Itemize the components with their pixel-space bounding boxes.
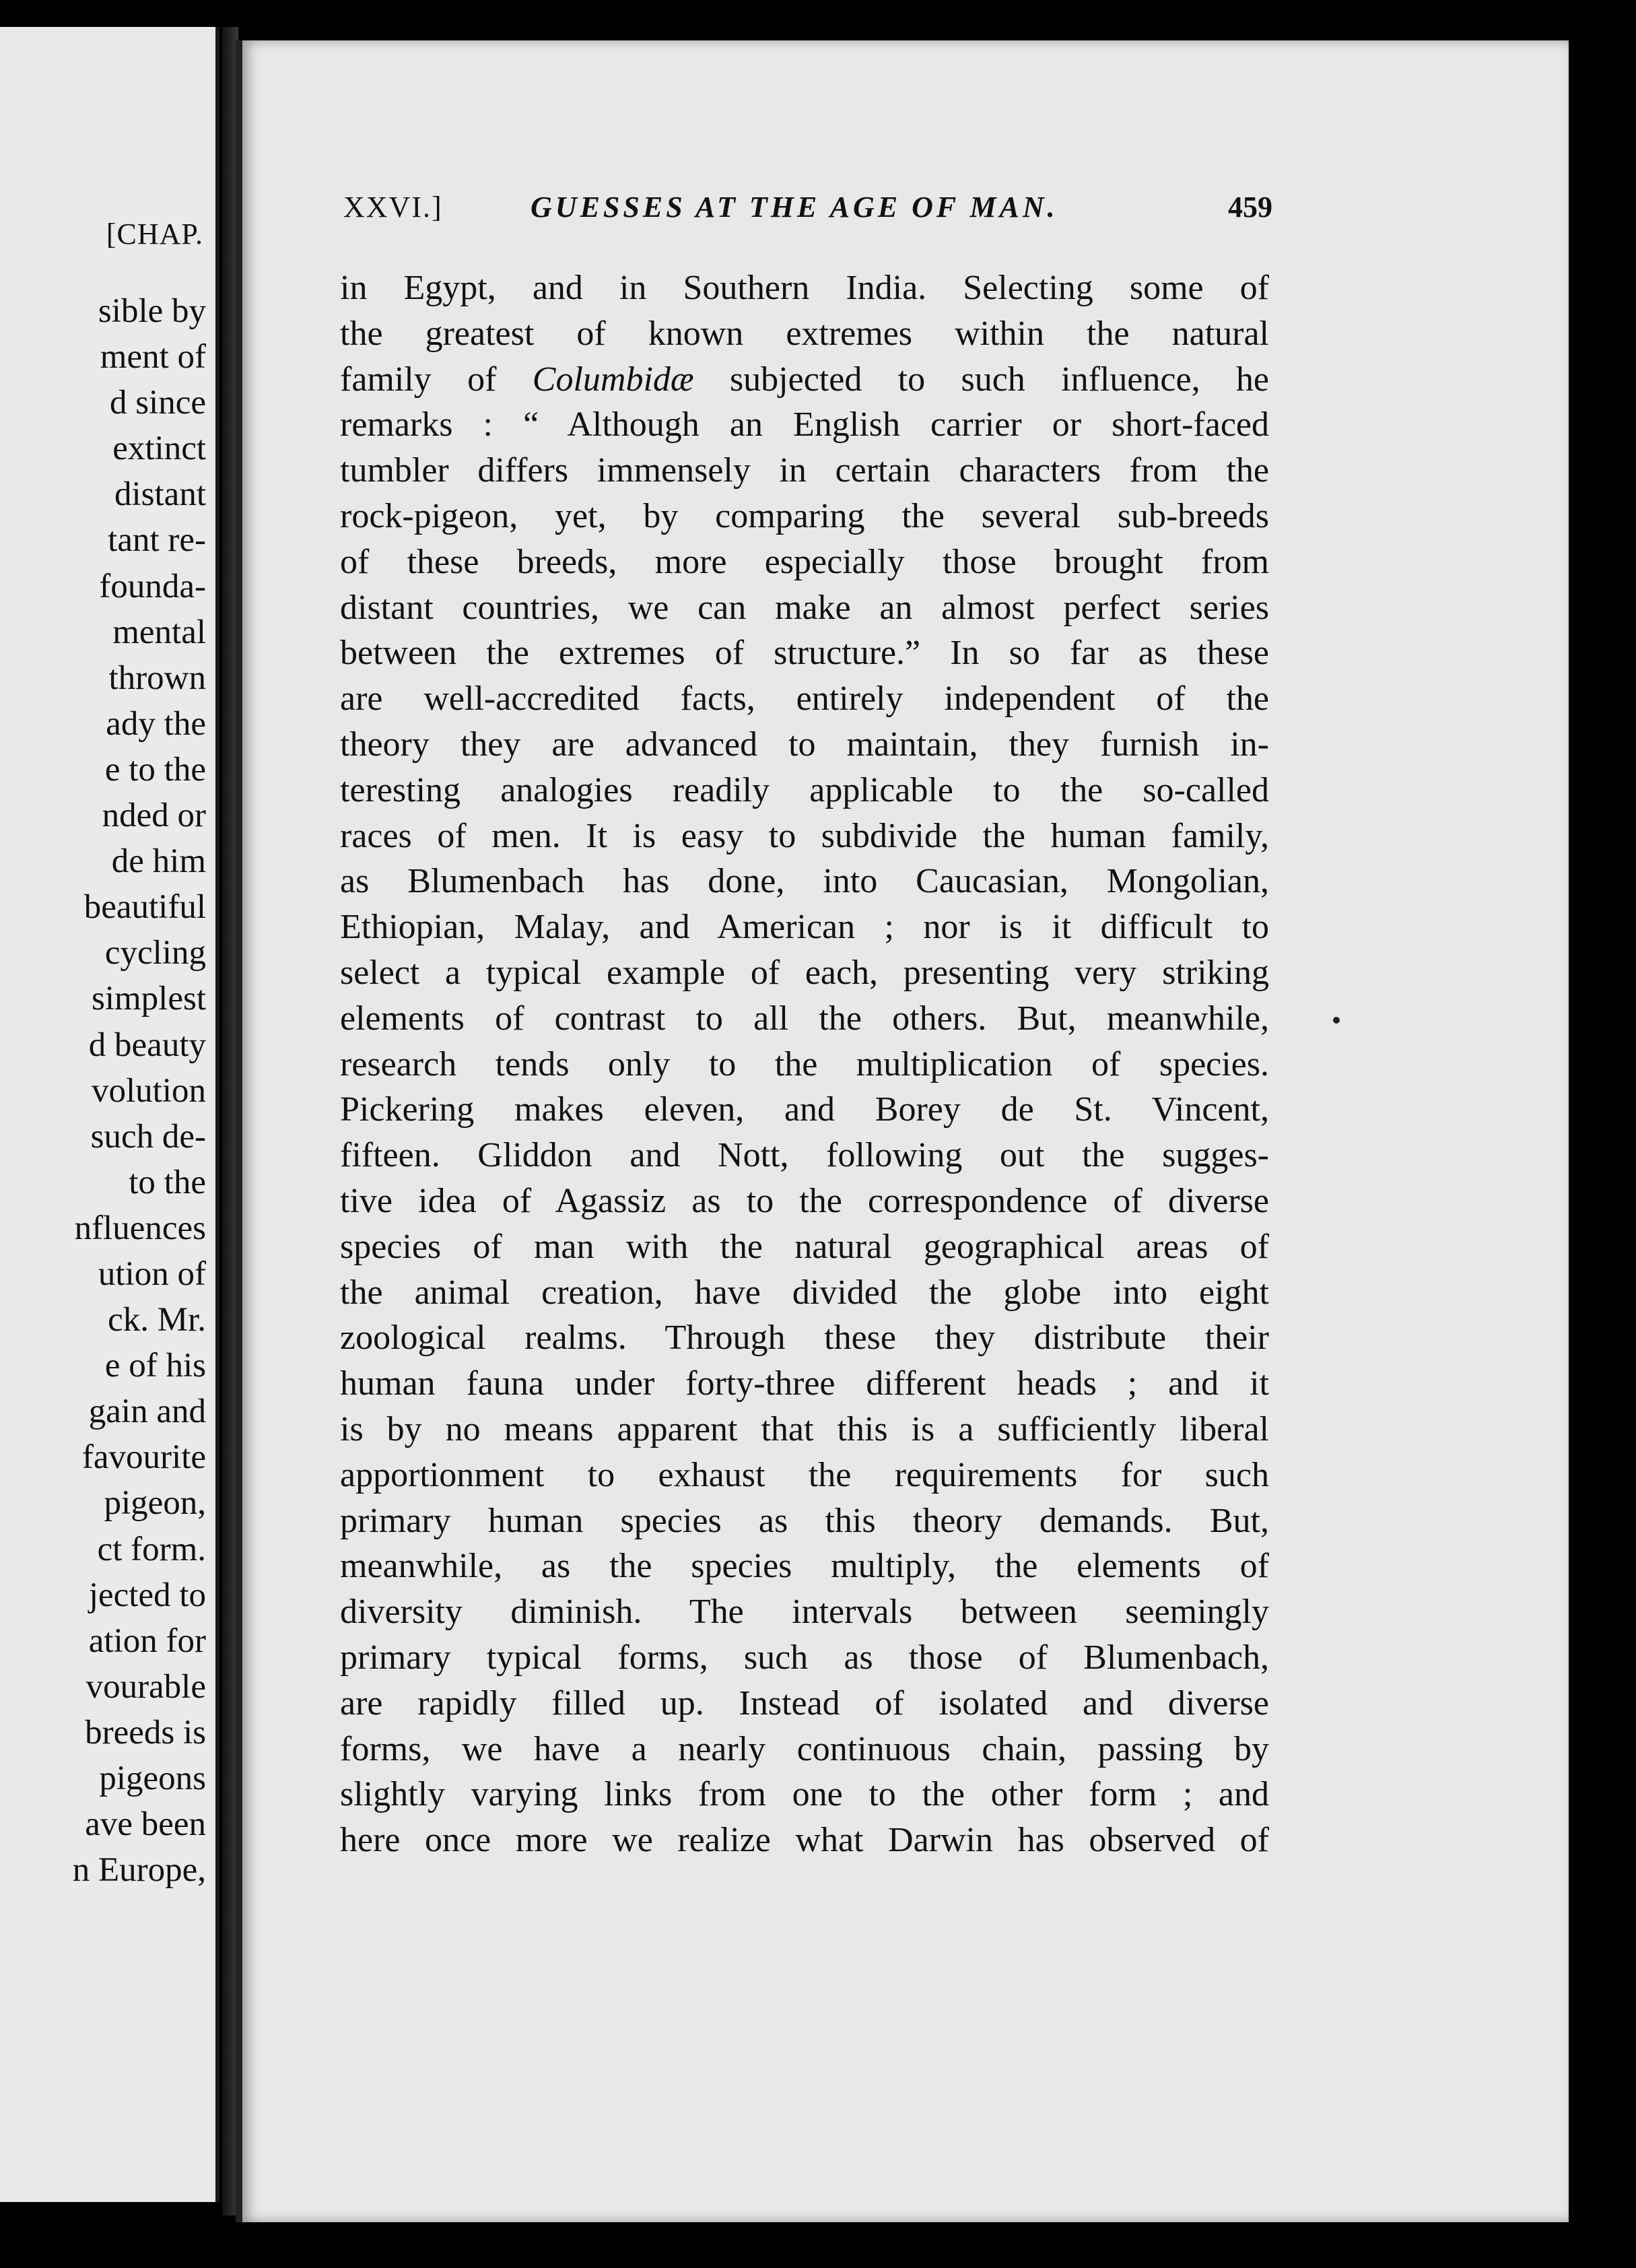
body-line: tive idea of Agassiz as to the correspondence of diverse — [340, 1181, 1269, 1220]
body-line: between the extremes of structure.” In so far as these — [340, 634, 1269, 673]
left-page-line: cycling — [104, 934, 206, 972]
left-page-line: e to the — [104, 750, 206, 789]
body-line: here once more we realize what Darwin has observed of — [340, 1821, 1269, 1860]
body-line: teresting analogies readily applicable to the so-called — [340, 770, 1269, 809]
body-line: of these breeds, more especially those brought from — [340, 542, 1269, 581]
left-page-text — [73, 288, 206, 1893]
body-line: family of Columbidæ subjected to such influence, he — [340, 360, 1270, 399]
left-facing-page — [0, 27, 219, 2202]
body-line: Ethiopian, Malay, and American ; nor is it difficult to — [340, 908, 1269, 947]
body-line: are well-accredited facts, entirely independent of the — [340, 679, 1269, 719]
body-line: human fauna under forty-three different heads ; and it — [340, 1364, 1269, 1403]
left-page-line: beautiful — [83, 888, 206, 927]
left-page-line: distant — [114, 475, 206, 514]
left-page-line: nded or — [102, 797, 206, 835]
left-page-line: thrown — [108, 659, 206, 697]
left-page-line: tant re- — [108, 521, 206, 560]
left-page-line: d beauty — [88, 1026, 206, 1064]
body-text — [340, 265, 1269, 1863]
left-page-line: such de- — [90, 1117, 206, 1156]
italic-taxon: Columbidæ — [532, 360, 694, 399]
body-line: meanwhile, as the species multiply, the elements of — [340, 1547, 1269, 1586]
body-line: races of men. It is easy to subdivide the human family, — [340, 816, 1269, 855]
body-line: diversity diminish. The intervals between seemingly — [340, 1593, 1269, 1632]
left-page-line: to the — [129, 1163, 206, 1201]
left-running-head: [CHAP. — [106, 218, 203, 251]
left-page-line: favourite — [81, 1438, 206, 1477]
left-page-line: breeds is — [85, 1713, 206, 1752]
body-line: zoological realms. Through these they distribute their — [340, 1319, 1269, 1358]
left-page-line: d since — [109, 384, 206, 422]
body-line: species of man with the natural geographical areas of — [340, 1227, 1269, 1266]
left-page-line: nfluences — [74, 1209, 206, 1247]
left-page-line: volution — [91, 1071, 206, 1110]
chapter-number: XXVI.] — [343, 191, 443, 224]
body-line: the animal creation, have divided the globe into eight — [340, 1273, 1269, 1312]
body-line: select a typical example of each, presenting very striking — [340, 953, 1269, 992]
print-speck — [1333, 1017, 1340, 1024]
left-page-line: ck. Mr. — [108, 1301, 206, 1339]
body-line: fifteen. Gliddon and Nott, following out the sugges- — [340, 1136, 1269, 1175]
body-line: as Blumenbach has done, into Caucasian, Mongolian, — [340, 862, 1269, 901]
left-page-line: ation for — [88, 1622, 206, 1660]
body-line: theory they are advanced to maintain, they furnish in- — [340, 725, 1269, 764]
left-page-line: e of his — [104, 1347, 206, 1385]
body-line: are rapidly filled up. Instead of isolated and diverse — [340, 1683, 1269, 1723]
left-page-line: ment of — [100, 338, 206, 376]
body-line: is by no means apparent that this is a sufficiently liberal — [340, 1409, 1269, 1448]
left-page-line: gain and — [88, 1393, 206, 1431]
body-line: tumbler differs immensely in certain characters from the — [340, 451, 1269, 490]
left-page-line: mental — [112, 613, 206, 651]
left-page-line: extinct — [112, 430, 206, 468]
left-page-line: ady the — [106, 704, 206, 743]
body-line: slightly varying links from one to the other form ; and — [340, 1775, 1269, 1814]
left-page-line: pigeons — [99, 1760, 206, 1797]
left-page-line: ct form. — [97, 1530, 206, 1568]
left-page-line: simplest — [91, 980, 206, 1018]
left-page-line: vourable — [86, 1667, 206, 1706]
body-line: in Egypt, and in Southern India. Selecting some of — [340, 269, 1269, 307]
page-number: 459 — [1228, 191, 1272, 224]
running-title: GUESSES AT THE AGE OF MAN. — [531, 191, 1058, 224]
body-line: remarks : “ Although an English carrier or short-faced — [340, 405, 1269, 444]
left-page-line: n Europe, — [72, 1851, 206, 1890]
body-line: apportionment to exhaust the requirements for such — [340, 1455, 1269, 1494]
body-line: distant countries, we can make an almost perfect series — [340, 588, 1269, 627]
left-page-line: pigeon, — [104, 1484, 206, 1523]
running-head — [343, 190, 1272, 230]
body-line: the greatest of known extremes within the natural — [340, 314, 1269, 353]
body-line: research tends only to the multiplication of species. — [340, 1044, 1269, 1083]
body-line: rock-pigeon, yet, by comparing the several sub-breeds — [340, 496, 1269, 535]
left-page-line: sible by — [98, 292, 206, 330]
body-line: Pickering makes eleven, and Borey de St. Vincent, — [340, 1090, 1269, 1129]
left-page-line: founda- — [99, 567, 206, 605]
left-page-line: ave been — [85, 1805, 206, 1844]
body-line: primary human species as this theory demands. But, — [340, 1501, 1269, 1540]
body-line: elements of contrast to all the others. But, meanwhile, — [340, 999, 1269, 1038]
left-page-line: ution of — [98, 1255, 206, 1293]
left-page-line: de him — [111, 842, 206, 881]
left-page-line: jected to — [88, 1576, 206, 1614]
body-line: primary typical forms, such as those of Blumenbach, — [340, 1638, 1269, 1677]
body-line: forms, we have a nearly continuous chain, passing by — [340, 1729, 1269, 1768]
